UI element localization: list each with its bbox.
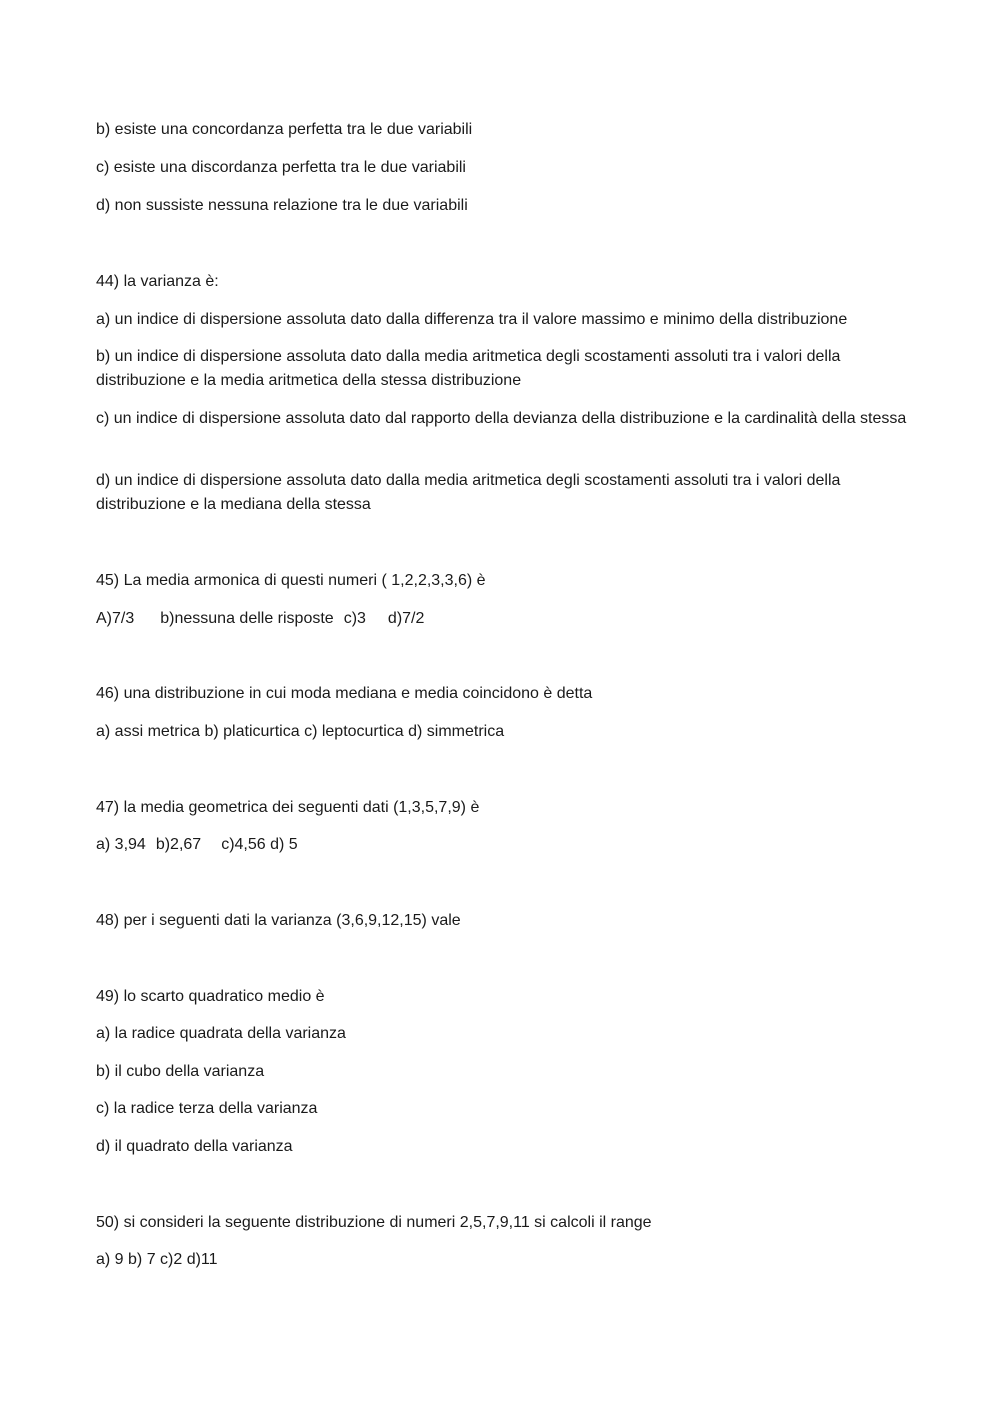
- q49-option-a: a) la radice quadrata della varianza: [96, 1025, 346, 1042]
- q45-question: 45) La media armonica di questi numeri ( 1,2,2,3,3,6) è: [96, 572, 486, 589]
- q45-answers: [96, 607, 908, 631]
- q50-answers: a) 9 b) 7 c)2 d)11: [96, 1251, 218, 1268]
- q47-option-b: b)2,67: [155, 836, 202, 853]
- q44-option-b: b) un indice di dispersione assoluta dato dalla media aritmetica degli scostamenti assoluti tra i valori della distribuzione e la media aritmetica della stessa distribuzione: [96, 348, 841, 389]
- q47-answers: [96, 833, 908, 857]
- q47-option-c: c)4,56 d) 5: [221, 836, 298, 853]
- q45-option-d: d)7/2: [387, 610, 425, 627]
- q43-option-c: c) esiste una discordanza perfetta tra le due variabili: [96, 159, 466, 176]
- q48-question: 48) per i seguenti dati la varianza (3,6,9,12,15) vale: [96, 912, 461, 929]
- q44-option-a: a) un indice di dispersione assoluta dato dalla differenza tra il valore massimo e minimo della distribuzione: [96, 311, 848, 328]
- q45-option-a: A)7/3: [96, 610, 135, 627]
- q49-question: 49) lo scarto quadratico medio è: [96, 988, 325, 1005]
- q44-option-c: c) un indice di dispersione assoluta dato dal rapporto della devianza della distribuzione e la cardinalità della stessa: [96, 410, 907, 427]
- q49-option-d: d) il quadrato della varianza: [96, 1138, 293, 1155]
- q46-question: 46) una distribuzione in cui moda mediana e media coincidono è detta: [96, 685, 593, 702]
- q47-question: 47) la media geometrica dei seguenti dati (1,3,5,7,9) è: [96, 799, 480, 816]
- q43-option-d: d) non sussiste nessuna relazione tra le due variabili: [96, 197, 468, 214]
- q43-option-b: b) esiste una concordanza perfetta tra le due variabili: [96, 121, 473, 138]
- q46-answers: a) assi metrica b) platicurtica c) leptocurtica d) simmetrica: [96, 723, 505, 740]
- q50-question: 50) si consideri la seguente distribuzione di numeri 2,5,7,9,11 si calcoli il range: [96, 1214, 652, 1231]
- q45-option-c: c)3: [343, 610, 366, 627]
- q44-question: 44) la varianza è:: [96, 273, 219, 290]
- q44-option-d: d) un indice di dispersione assoluta dato dalla media aritmetica degli scostamenti assoluti tra i valori della distribuzione e la mediana della stessa: [96, 472, 841, 513]
- q47-option-a: a) 3,94: [96, 836, 146, 853]
- q49-option-c: c) la radice terza della varianza: [96, 1100, 318, 1117]
- q49-option-b: b) il cubo della varianza: [96, 1063, 265, 1080]
- q45-option-b: b)nessuna delle risposte: [160, 610, 334, 627]
